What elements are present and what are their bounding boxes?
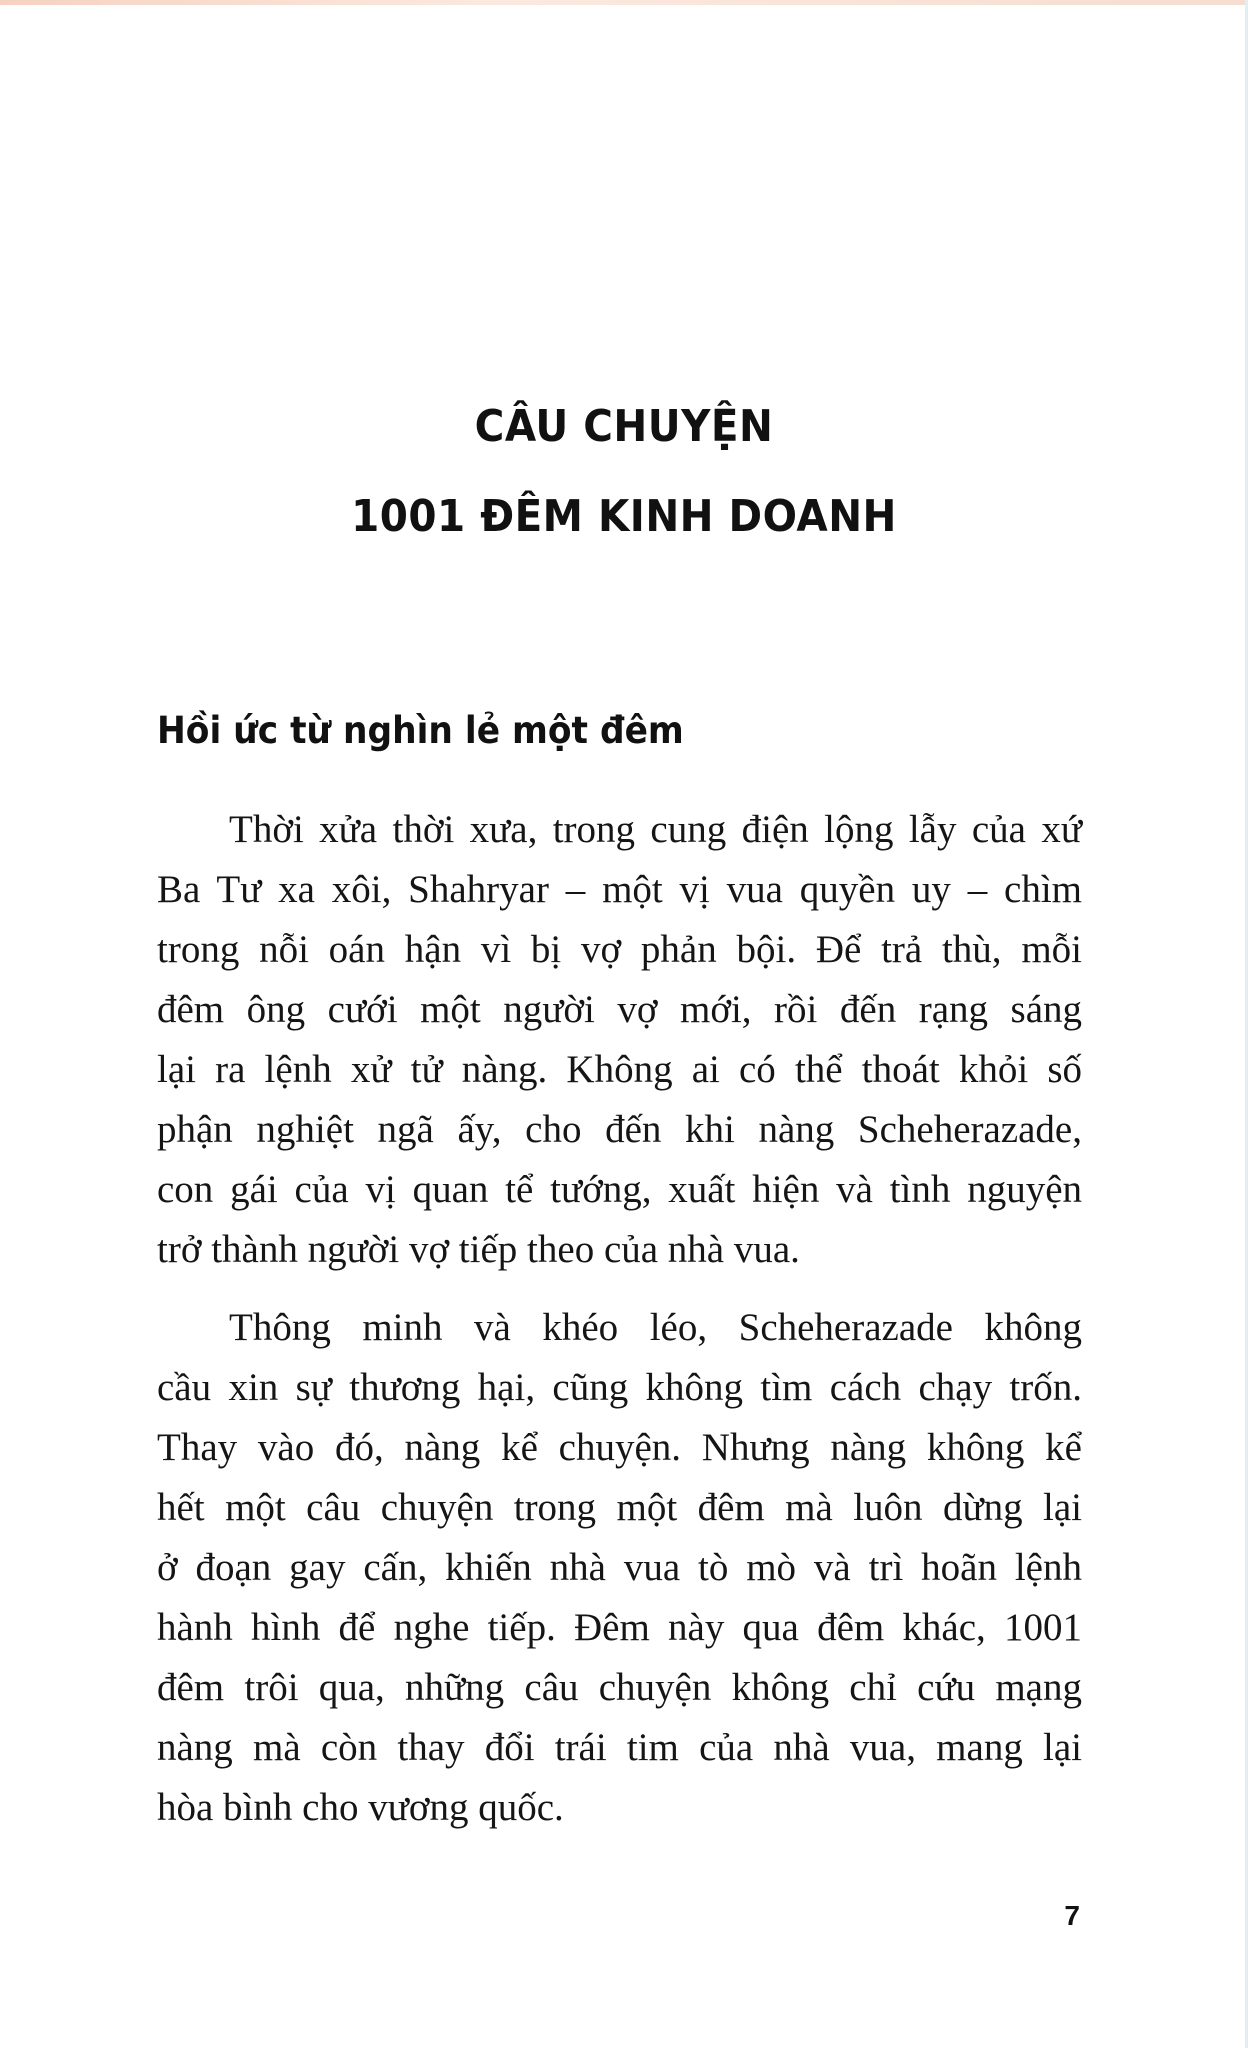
paragraph-line: Ba Tư xa xôi, Shahryar – một vị vua quyền uy – chìm [157,868,1082,911]
paragraph-1 [157,800,1082,1280]
paragraph-line: đêm ông cưới một người vợ mới, rồi đến rạng sáng [157,988,1082,1031]
paragraph-line: con gái của vị quan tể tướng, xuất hiện và tình nguyện [157,1168,1082,1211]
paragraph-line: hành hình để nghe tiếp. Đêm này qua đêm khác, 1001 [157,1606,1082,1649]
paragraph-line: lại ra lệnh xử tử nàng. Không ai có thể thoát khỏi số [157,1048,1082,1091]
paragraph-line: trong nỗi oán hận vì bị vợ phản bội. Để trả thù, mỗi [157,928,1082,971]
paragraph-line: Thay vào đó, nàng kể chuyện. Nhưng nàng không kể [157,1426,1082,1469]
section-heading: Hồi ức từ nghìn lẻ một đêm [157,709,684,752]
paragraph-line: trở thành người vợ tiếp theo của nhà vua. [157,1228,800,1271]
chapter-title-line-1: CÂU CHUYỆN [474,401,774,452]
page-number: 7 [1064,1900,1080,1931]
paragraph-line: hết một câu chuyện trong một đêm mà luôn dừng lại [157,1486,1082,1529]
paragraph-line: đêm trôi qua, những câu chuyện không chỉ cứu mạng [157,1666,1082,1709]
paragraph-2 [157,1298,1082,1838]
paragraph-line: phận nghiệt ngã ấy, cho đến khi nàng Scheherazade, [157,1108,1082,1151]
chapter-title-line-2: 1001 ĐÊM KINH DOANH [351,491,897,542]
paragraph-line: Thông minh và khéo léo, Scheherazade không [229,1306,1082,1349]
paragraph-line: nàng mà còn thay đổi trái tim của nhà vua, mang lại [157,1726,1082,1769]
paragraph-line: ở đoạn gay cấn, khiến nhà vua tò mò và trì hoãn lệnh [157,1546,1082,1589]
paragraph-line: cầu xin sự thương hại, cũng không tìm cách chạy trốn. [157,1366,1082,1409]
paragraph-line: hòa bình cho vương quốc. [157,1786,564,1829]
paragraph-line: Thời xửa thời xưa, trong cung điện lộng lẫy của xứ [229,808,1082,851]
